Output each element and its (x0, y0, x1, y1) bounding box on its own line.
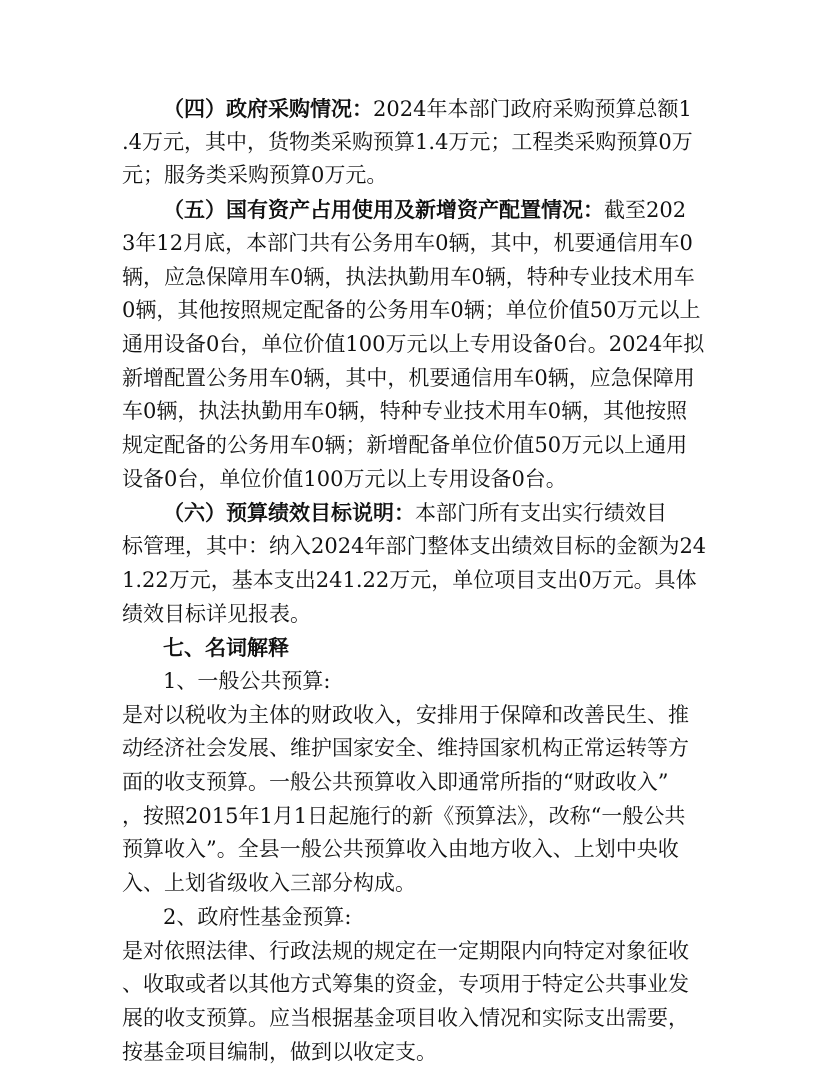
paragraph-assets-line-1: （五）国有资产占用使用及新增资产配置情况：截至202 (163, 197, 687, 222)
term-general-budget-title: 1、一般公共预算: (163, 669, 331, 693)
paragraph-performance-line-4: 绩效目标详见报表。 (122, 602, 311, 626)
heading-performance: （六）预算绩效目标说明： (163, 500, 415, 525)
paragraph-performance-line-1: （六）预算绩效目标说明：本部门所有支出实行绩效目 (163, 500, 667, 525)
term-fund-budget-title: 2、政府性基金预算: (163, 905, 352, 929)
term-fund-budget-line-2: 、收取或者以其他方式筹集的资金，专项用于特定公共事业发 (122, 972, 689, 996)
term-general-budget-line-3: 面的收支预算。一般公共预算收入即通常所指的“财政收入” (122, 770, 669, 794)
term-general-budget-line-2: 动经济社会发展、维护国家安全、维持国家机构正常运转等方 (122, 736, 689, 760)
term-general-budget-line-6: 入、上划省级收入三部分构成。 (122, 871, 416, 895)
paragraph-assets-line-7: 车0辆，执法执勤用车0辆，特种专业技术用车0辆，其他按照 (122, 399, 688, 423)
paragraph-procurement-line-3: 元；服务类采购预算0万元。 (122, 163, 388, 187)
paragraph-assets-line-9: 设备0台，单位价值100万元以上专用设备0台。 (122, 467, 567, 491)
term-fund-budget-line-3: 展的收支预算。应当根据基金项目收入情况和实际支出需要， (122, 1006, 689, 1030)
term-general-budget-line-4: ，按照2015年1月1日起施行的新《预算法》，改称“一般公共 (122, 804, 686, 828)
paragraph-assets-line-3: 辆，应急保障用车0辆，执法执勤用车0辆，特种专业技术用车 (122, 265, 695, 289)
paragraph-assets-line-5: 通用设备0台，单位价值100万元以上专用设备0台。2024年拟 (122, 332, 705, 356)
paragraph-assets-line-2: 3年12月底，本部门共有公务用车0辆，其中，机要通信用车0 (122, 231, 693, 255)
paragraph-assets-line-6: 新增配置公务用车0辆，其中，机要通信用车0辆，应急保障用 (122, 366, 695, 390)
heading-assets: （五）国有资产占用使用及新增资产配置情况： (163, 197, 604, 222)
heading-glossary: 七、名词解释 (163, 635, 289, 660)
paragraph-performance-line-3: 1.22万元，基本支出241.22万元，单位项目支出0万元。具体 (122, 568, 697, 592)
paragraph-procurement-line-2: .4万元，其中，货物类采购预算1.4万元；工程类采购预算0万 (122, 130, 693, 154)
paragraph-procurement-line-1: （四）政府采购情况：2024年本部门政府采购预算总额1 (163, 96, 692, 121)
term-general-budget-line-1: 是对以税收为主体的财政收入，安排用于保障和改善民生、推 (122, 703, 689, 727)
term-fund-budget-line-1: 是对依照法律、行政法规的规定在一定期限内向特定对象征收 (122, 939, 689, 963)
term-fund-budget-line-4: 按基金项目编制，做到以收定支。 (122, 1040, 437, 1064)
term-general-budget-line-5: 预算收入”。全县一般公共预算收入由地方收入、上划中央收 (122, 837, 679, 861)
paragraph-performance-line-2: 标管理，其中：纳入2024年部门整体支出绩效目标的金额为24 (122, 534, 707, 558)
paragraph-assets-line-4: 0辆，其他按照规定配备的公务用车0辆；单位价值50万元以上 (122, 298, 701, 322)
heading-procurement: （四）政府采购情况： (163, 96, 373, 121)
paragraph-assets-line-8: 规定配备的公务用车0辆；新增配备单位价值50万元以上通用 (122, 433, 688, 457)
